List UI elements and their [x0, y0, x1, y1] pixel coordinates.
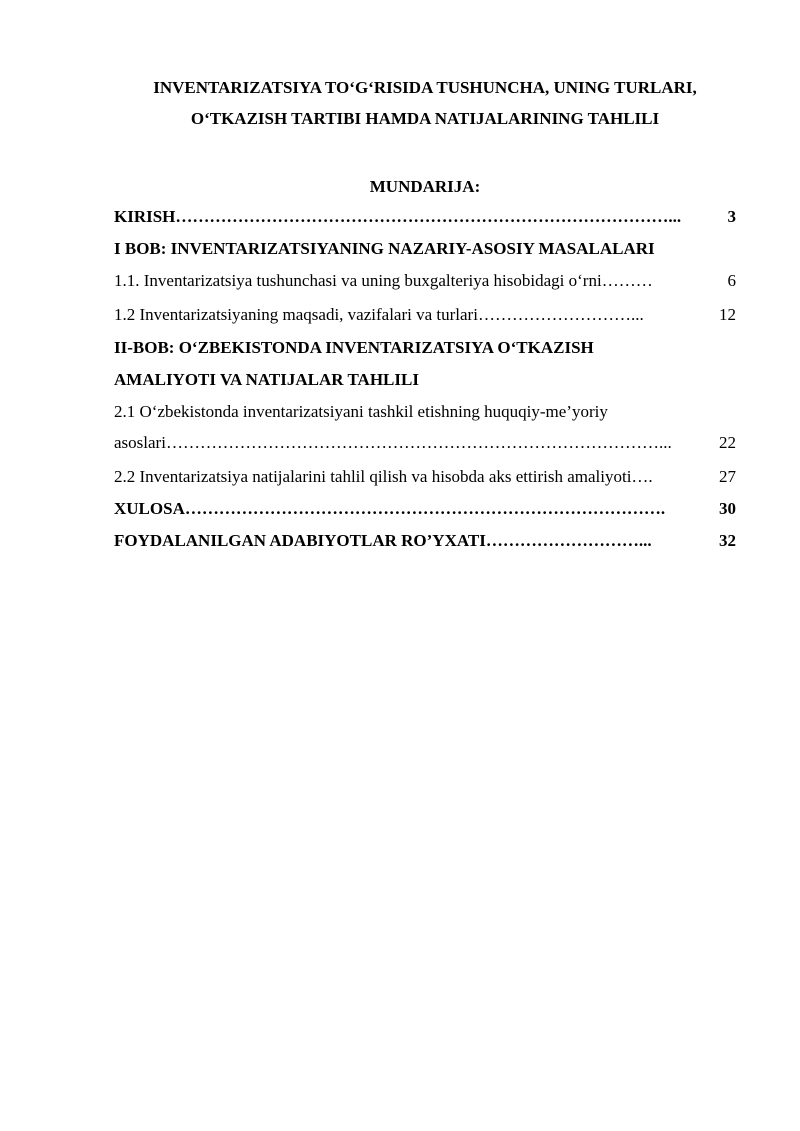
toc-entry-chapter-1: I BOB: INVENTARIZATSIYANING NAZARIY-ASOSIY MASALALARI: [114, 239, 655, 258]
toc-entry-page: 3: [727, 207, 736, 226]
toc-entry-dots: ………………………...: [485, 531, 652, 550]
document-title-line-1: INVENTARIZATSIYA TO‘G‘RISIDA TUSHUNCHA, UNING TURLARI,: [153, 78, 697, 97]
toc-entry-intro: [114, 206, 736, 228]
toc-entry-label: FOYDALANILGAN ADABIYOTLAR RO’YXATI: [114, 531, 486, 550]
toc-entry-page: 32: [719, 531, 736, 550]
toc-entry-chapter-2-line-1: II-BOB: O‘ZBEKISTONDA INVENTARIZATSIYA O‘TKAZISH: [114, 338, 594, 357]
toc-entry-page: 30: [719, 499, 736, 518]
toc-entry-label: XULOSA: [114, 499, 185, 518]
toc-entry-page: 6: [727, 271, 736, 290]
toc-heading: MUNDARIJA:: [369, 177, 481, 196]
toc-entry-section-2-1-line-1: 2.1 O‘zbekistonda inventarizatsiyani tashkil etishning huquqiy-me’yoriy: [114, 402, 608, 421]
toc-entry-label: asoslari: [114, 433, 166, 452]
toc-entry-label: 1.2 Inventarizatsiyaning maqsadi, vazifalari va turlari………………………...: [114, 305, 644, 324]
toc-entry-chapter-2-line-2: AMALIYOTI VA NATIJALAR TAHLILI: [114, 370, 419, 389]
toc-entry-dots: ……………………………………………………………………………...: [175, 207, 682, 226]
toc-entry-label: 2.2 Inventarizatsiya natijalarini tahlil qilish va hisobda aks ettirish amaliyoti….: [114, 467, 653, 486]
toc-entry-label: 1.1. Inventarizatsiya tushunchasi va uning buxgalteriya hisobidagi o‘rni………: [114, 271, 653, 290]
document-title-line-2: O‘TKAZISH TARTIBI HAMDA NATIJALARINING TAHLILI: [190, 109, 660, 128]
toc-entry-conclusion: [114, 498, 736, 520]
toc-entry-dots: ………………………………………………………………………….: [184, 499, 666, 518]
toc-entry-label: KIRISH: [114, 207, 176, 226]
toc-entry-section-1-1: [114, 270, 736, 292]
toc-entry-section-2-2: [114, 466, 736, 488]
toc-entry-section-2-1-line-2: [114, 432, 736, 454]
toc-entry-page: 22: [719, 433, 736, 452]
toc-entry-page: 12: [719, 305, 736, 324]
toc-entry-references: [114, 530, 736, 552]
toc-entry-page: 27: [719, 467, 736, 486]
toc-entry-dots: ……………………………………………………………………………...: [165, 433, 672, 452]
toc-entry-section-1-2: [114, 304, 736, 326]
